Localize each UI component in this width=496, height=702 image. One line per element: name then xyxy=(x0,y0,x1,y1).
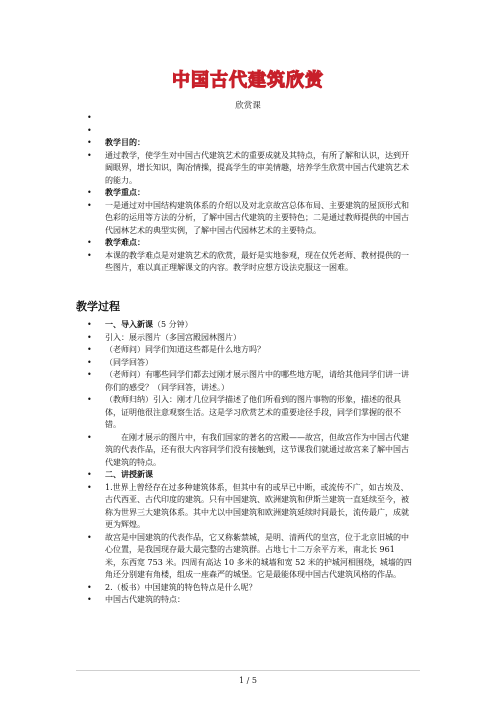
page-title: 中国古代建筑欣赏 xyxy=(172,70,324,91)
key-text: • 一是通过对中国结构建筑体系的介绍以及对北京故宫总体布局、主要建筑的屋顶形式和色彩的运用等方法的分析，了解中国古代建筑的主要特色；二是通过教师提供的中国古代园林艺术的典型实例，了解中国古代园林艺术的主要特点。 xyxy=(87,200,409,235)
list-item: • 故宫是中国建筑的代表作品，它又称紫禁城，是明、清两代的皇宫，位于北京旧城的中心位置，是我国现存最大最完整的古建筑群。占地七十二万余平方米，南北长 961 米，东西宽 753 米。四周有高达 10 多米的城墙和宽 52 米的护城河相围绕，城墙的四角还分别建有角楼，组成一座森严的城堡。它是最能体现中国古代建筑风格的作品。 xyxy=(87,532,412,579)
process-title: 教学过程 xyxy=(76,300,120,313)
process-section xyxy=(87,319,412,607)
key-heading: • 教学重点： xyxy=(87,188,145,197)
list-item: • 中国古代建筑的特点： xyxy=(87,595,185,604)
difficulty-heading: • 教学难点： xyxy=(87,238,145,247)
plan-section xyxy=(87,112,412,275)
list-item: • （老师问）同学们知道这些都是什么地方吗？ xyxy=(87,345,265,354)
footer-divider xyxy=(76,670,420,671)
objective-text: • 通过教学，使学生对中国古代建筑艺术的重要成就及其特点，有所了解和认识，达到开阔眼界，增长知识，陶冶情操，提高学生的审美情趣，培养学生欣赏中国古代建筑艺术的能力。 xyxy=(87,150,409,185)
difficulty-text: • 本课的教学难点是对建筑艺术的欣赏，最好是实地参观，现在仅凭老师、教材提供的一些图片，难以真正理解课文的内容。教学时应想方设法克服这一困难。 xyxy=(87,250,409,272)
list-item: • （同学回答） xyxy=(87,357,153,367)
section-heading: • 二、讲授新课 xyxy=(87,470,153,479)
empty-bullet: • xyxy=(87,125,92,135)
list-item: • 1.世界上曾经存在过多种建筑体系，但其中有的或早已中断，或流传不广，如古埃及、古代西亚、古代印度的建筑。只有中国建筑、欧洲建筑和伊斯兰建筑一直延续至今，被称为世界三大建筑体系。其中尤以中国建筑和欧洲建筑延续时间最长，流传最广，成就更为辉煌。 xyxy=(87,482,409,529)
list-item: • 引入：展示图片（多国宫殿园林图片） xyxy=(87,332,241,342)
page-number: 1 / 5 xyxy=(239,676,257,685)
section-heading: • 一、导入新课（5 分钟） xyxy=(87,320,193,329)
list-item: • （老师问）有哪些同学们都去过刚才展示图片中的哪些地方呢，请给其他同学们讲一讲你们的感受？（同学回答，讲述。） xyxy=(87,370,409,392)
page-subtitle: 欣赏课 xyxy=(235,101,261,111)
list-item: • 2.（板书）中国建筑的特色特点是什么呢？ xyxy=(87,582,257,592)
empty-bullet: • xyxy=(87,113,92,122)
list-item: • （教师归纳）引入：刚才几位同学描述了他们所看到的图片事物的形象，描述的很具体，证明他很注意观察生活。这是学习欣赏艺术的重要途径手段，同学们掌握的很不错。 xyxy=(87,395,401,429)
objective-heading: • 教学目的： xyxy=(87,138,145,147)
list-item: • 在刚才展示的图片中，有我们国家的著名的宫殿——故宫，但故宫作为中国古代建筑的代表作品，还有很大内容同学们没有接触到，这节课我们就通过故宫来了解中国古代建筑的特点。 xyxy=(87,432,409,467)
